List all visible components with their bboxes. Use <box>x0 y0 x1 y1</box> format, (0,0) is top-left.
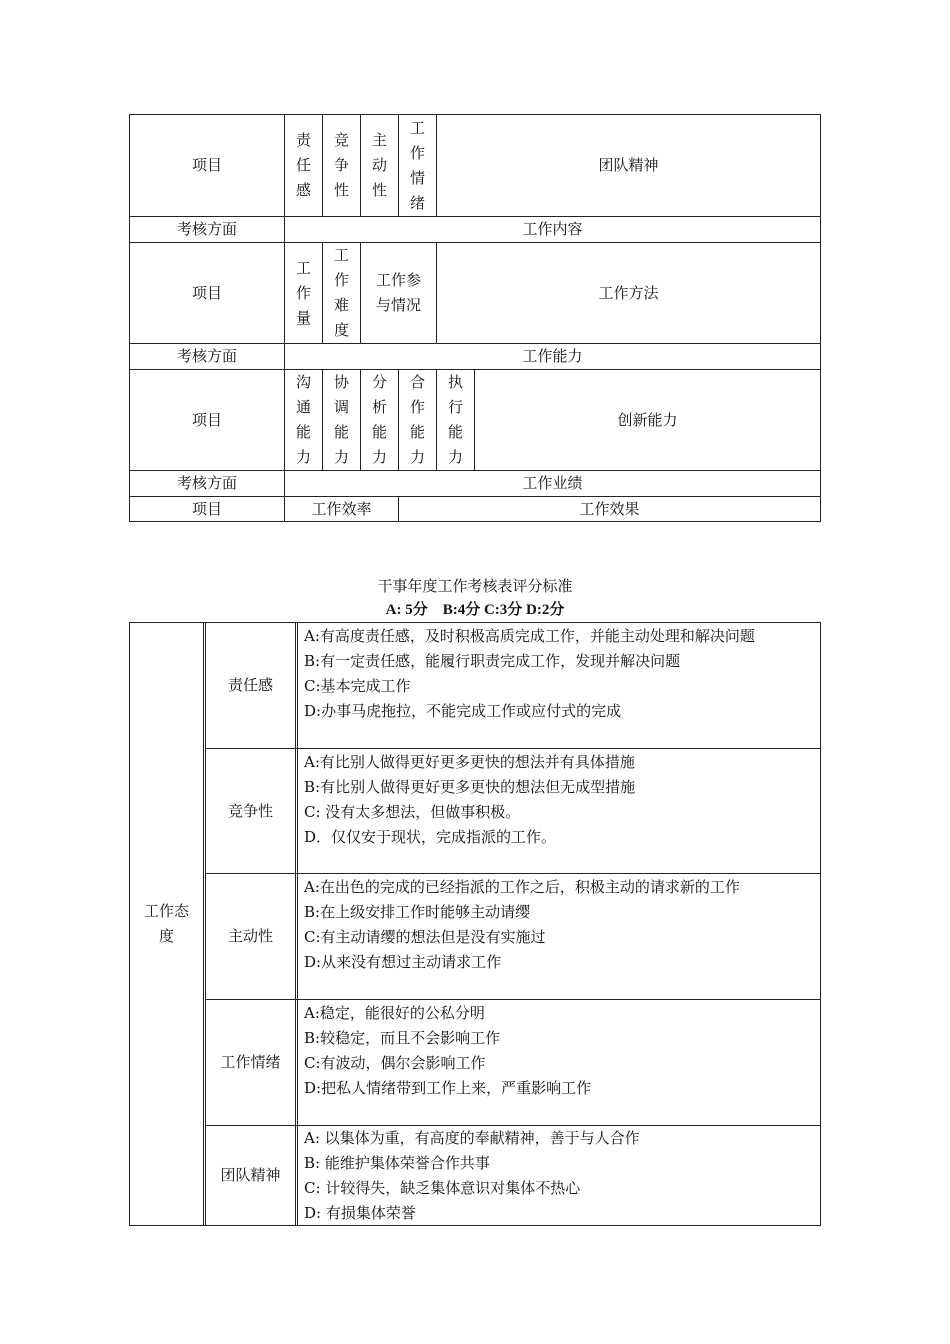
grade-c-text: C: 计较得失，缺乏集体意识对集体不热心 <box>304 1179 581 1197</box>
grade-a-text: A:有高度责任感，及时积极高质完成工作，并能主动处理和解决问题 <box>304 627 755 645</box>
grade-a-text: A:稳定，能很好的公私分明 <box>304 1004 485 1022</box>
criterion-work-mood: 工作情绪 <box>220 1053 281 1071</box>
row-label: 项目 <box>191 156 222 174</box>
aspect-label: 考核方面 <box>176 220 237 238</box>
criterion-responsibility: 责任感 <box>227 676 273 694</box>
item-responsibility: 责 任 感 <box>295 131 311 199</box>
grade-c-text: C:有主动请缨的想法但是没有实施过 <box>304 928 546 946</box>
grade-scale: A: 5分 B:4分 C:3分 D:2分 <box>385 602 565 618</box>
aspect-work-ability: 工作能力 <box>522 347 583 365</box>
item-coordination: 协 调 能 力 <box>333 373 349 466</box>
item-cooperation: 合 作 能 力 <box>409 373 425 466</box>
criterion-description <box>304 1126 640 1226</box>
item-competitiveness: 竞 争 性 <box>333 131 349 199</box>
item-team-spirit: 团队精神 <box>598 156 659 174</box>
item-communication: 沟 通 能 力 <box>295 373 311 466</box>
grade-d-text: D: 有损集体荣誉 <box>304 1204 416 1222</box>
grade-b-text: B: 能维护集体荣誉合作共事 <box>304 1154 490 1172</box>
item-work-mood: 工 作 情 绪 <box>409 118 425 212</box>
item-work-effect: 工作效果 <box>579 499 640 518</box>
criterion-initiative: 主动性 <box>227 927 273 945</box>
grade-b-text: B:有比别人做得更好更多更快的想法但无成型措施 <box>304 778 636 796</box>
category-work-attitude: 工作态 度 <box>143 902 189 945</box>
criterion-team-spirit: 团队精神 <box>220 1166 281 1184</box>
item-workload: 工 作 量 <box>295 258 311 327</box>
grade-d-text: D．仅仅安于现状，完成指派的工作。 <box>304 828 557 846</box>
item-work-efficiency: 工作效率 <box>311 499 372 518</box>
item-initiative: 主 动 性 <box>371 131 387 199</box>
grade-a-text: A:有比别人做得更好更多更快的想法并有具体措施 <box>304 753 635 771</box>
item-innovation: 创新能力 <box>617 410 678 429</box>
criterion-description <box>304 624 755 724</box>
grade-b-text: B:在上级安排工作时能够主动请缨 <box>304 903 531 921</box>
item-work-method: 工作方法 <box>598 283 659 302</box>
grade-c-text: C:基本完成工作 <box>304 677 411 695</box>
row-label: 项目 <box>191 410 222 429</box>
item-analysis: 分 析 能 力 <box>371 373 387 466</box>
aspect-label: 考核方面 <box>176 474 237 492</box>
standard-title: 干事年度工作考核表评分标准 <box>377 577 573 595</box>
item-work-difficulty: 工 作 难 度 <box>333 246 349 339</box>
aspect-work-performance: 工作业绩 <box>522 474 583 492</box>
criterion-description <box>304 1001 591 1101</box>
grade-c-text: C: 没有太多想法，但做事积极。 <box>304 803 521 821</box>
grade-d-text: D:办事马虎拖拉，不能完成工作或应付式的完成 <box>304 702 622 720</box>
grade-d-text: D:从来没有想过主动请求工作 <box>304 953 502 971</box>
row-label: 项目 <box>191 499 222 518</box>
grade-b-text: B:较稳定，而且不会影响工作 <box>304 1029 501 1047</box>
aspect-work-content: 工作内容 <box>522 220 583 238</box>
aspect-label: 考核方面 <box>176 347 237 365</box>
grade-b-text: B:有一定责任感，能履行职责完成工作，发现并解决问题 <box>304 652 681 670</box>
grade-a-text: A:在出色的完成的已经指派的工作之后，积极主动的请求新的工作 <box>304 878 740 896</box>
criterion-description <box>304 875 740 975</box>
item-work-participation: 工作参 与情况 <box>375 271 421 314</box>
row-label: 项目 <box>191 283 222 302</box>
criterion-competitiveness: 竞争性 <box>227 801 273 820</box>
grade-c-text: C:有波动，偶尔会影响工作 <box>304 1054 486 1072</box>
grade-a-text: A: 以集体为重，有高度的奉献精神，善于与人合作 <box>304 1129 640 1147</box>
item-execution: 执 行 能 力 <box>447 373 463 466</box>
grade-d-text: D:把私人情绪带到工作上来，严重影响工作 <box>304 1079 592 1097</box>
criterion-description <box>304 750 635 850</box>
